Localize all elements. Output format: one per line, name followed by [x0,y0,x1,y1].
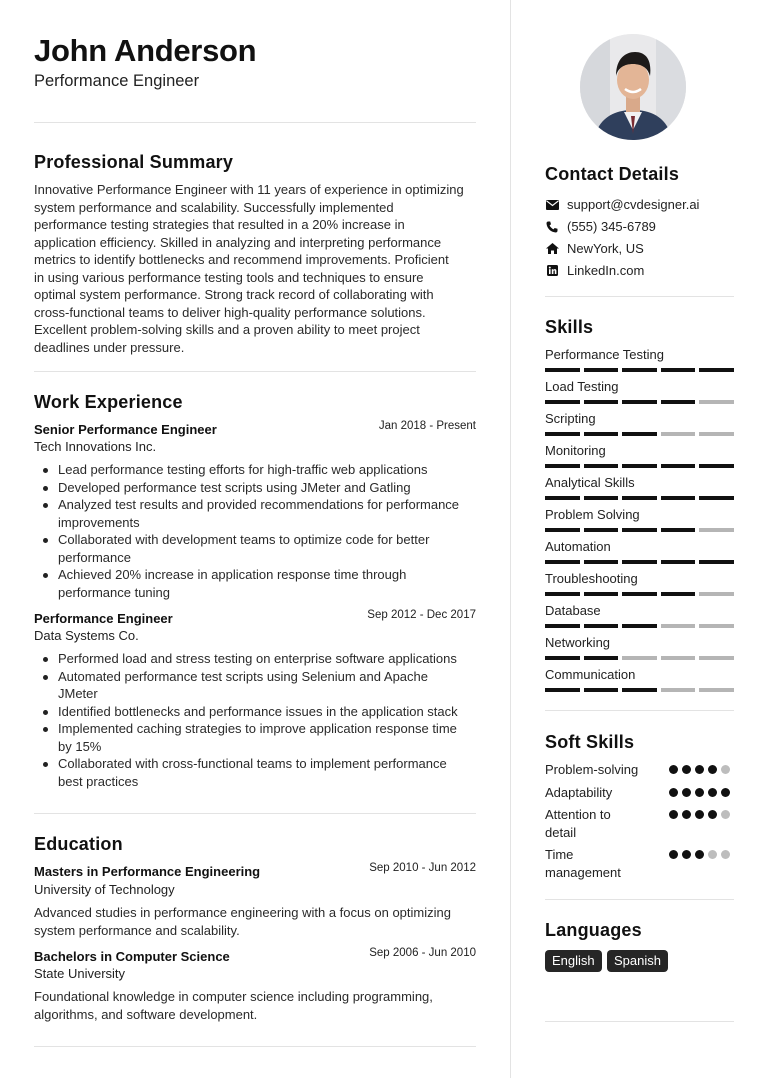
skill-level-bar [545,464,734,468]
column-divider [510,0,511,1078]
job-bullets [34,650,476,790]
skill-level-segment [699,496,734,500]
school-name: State University [34,966,126,981]
rating-dot [695,788,704,797]
language-tag: English [545,950,602,972]
summary-title: Professional Summary [34,152,234,172]
skill-level-segment [661,496,696,500]
skill-level-segment [584,560,619,564]
skill-level-segment [545,656,580,660]
skill-name: Networking [545,635,611,650]
skill-level-segment [699,624,734,628]
list-item: Developed performance test scripts using JMeter and Gatling [34,479,476,497]
job-company: Tech Innovations Inc. [34,439,157,454]
skill-level-segment [622,624,657,628]
job-bullets [34,461,476,601]
soft-skill-rating [669,810,730,819]
skill-level-segment [584,368,619,372]
rating-dot [708,788,717,797]
skill-level-segment [584,432,619,436]
skill-level-bar [545,528,734,532]
list-item: Collaborated with cross-functional teams to implement performance best practices [34,755,476,790]
job-date: Jan 2018 - Present [378,420,476,432]
skill-level-segment [545,400,580,404]
contact-title: Contact Details [545,164,680,184]
rating-dot [682,810,691,819]
person-portrait-icon [580,34,686,140]
list-item: Performed load and stress testing on enterprise software applications [34,650,476,668]
skill-name: Problem Solving [545,507,640,522]
rating-dot [721,850,730,859]
rating-dot [682,765,691,774]
skill-level-segment [584,688,619,692]
header-divider [34,122,476,123]
soft-skill-name: Adaptability [545,785,613,800]
job-date: Sep 2012 - Dec 2017 [367,609,476,621]
linkedin-icon [545,264,559,278]
skill-name: Troubleshooting [545,571,638,586]
education-description: Foundational knowledge in computer science including programming, algorithms, and software development. [34,989,433,1022]
skill-level-segment [545,496,580,500]
experience-title: Work Experience [34,392,183,412]
list-item: Analyzed test results and provided recommendations for performance improvements [34,496,476,531]
skill-name: Monitoring [545,443,606,458]
job-title: Senior Performance Engineer [34,422,217,437]
candidate-role: Performance Engineer [34,72,200,90]
skill-level-bar [545,688,734,692]
rating-dot [721,788,730,797]
soft-skills-title: Soft Skills [545,732,635,752]
education-title: Education [34,834,123,854]
list-item: Lead performance testing efforts for high-traffic web applications [34,461,476,479]
skill-level-bar [545,592,734,596]
skill-level-segment [699,400,734,404]
skill-level-segment [545,528,580,532]
skill-level-segment [584,624,619,628]
skill-level-segment [661,688,696,692]
skill-level-segment [584,656,619,660]
skill-name: Performance Testing [545,347,664,362]
contact-linkedin[interactable]: LinkedIn.com [545,263,644,278]
skill-name: Database [545,603,601,618]
skill-level-segment [661,368,696,372]
job-company: Data Systems Co. [34,628,139,643]
rating-dot [695,810,704,819]
skill-level-bar [545,496,734,500]
rating-dot [695,850,704,859]
skill-name: Load Testing [545,379,619,394]
skill-level-segment [699,656,734,660]
skill-name: Analytical Skills [545,475,635,490]
skill-level-segment [622,368,657,372]
soft-skill-rating [669,765,730,774]
skill-level-segment [584,400,619,404]
summary-divider [34,371,476,372]
skills-divider [545,710,734,711]
skill-level-bar [545,624,734,628]
soft-skill-name: Problem-solving [545,762,639,777]
contact-phone[interactable]: (555) 345-6789 [545,219,656,234]
skill-level-segment [545,688,580,692]
list-item: Automated performance test scripts using Selenium and Apache JMeter [34,668,476,703]
envelope-icon [545,198,559,212]
skill-level-segment [661,464,696,468]
skill-level-bar [545,400,734,404]
skill-level-segment [584,464,619,468]
education-date: Sep 2006 - Jun 2010 [369,947,476,959]
skill-level-segment [661,624,696,628]
skill-level-segment [699,592,734,596]
phone-icon [545,220,559,234]
language-tag: Spanish [607,950,668,972]
skill-level-bar [545,656,734,660]
rating-dot [721,765,730,774]
soft-skill-rating [669,788,730,797]
list-item: Achieved 20% increase in application response time through performance tuning [34,566,476,601]
skill-level-segment [661,528,696,532]
home-icon [545,242,559,256]
skill-level-segment [622,496,657,500]
soft-skill-rating [669,850,730,859]
profile-photo [580,34,686,140]
contact-location: NewYork, US [545,241,644,256]
skill-level-segment [622,400,657,404]
list-item: Collaborated with development teams to optimize code for better performance [34,531,476,566]
skill-level-segment [699,464,734,468]
skill-level-bar [545,560,734,564]
soft-skills-divider [545,899,734,900]
education-date: Sep 2010 - Jun 2012 [369,862,476,874]
education-description: Advanced studies in performance engineering with a focus on optimizing system performance and scalability. [34,905,451,938]
languages-title: Languages [545,920,642,940]
list-item: Identified bottlenecks and performance issues in the application stack [34,703,476,721]
list-item: Implemented caching strategies to improve application response time by 15% [34,720,476,755]
school-name: University of Technology [34,882,175,897]
skill-level-segment [699,688,734,692]
skill-level-segment [699,560,734,564]
skill-level-segment [699,432,734,436]
contact-email[interactable]: support@cvdesigner.ai [545,197,699,212]
rating-dot [669,788,678,797]
rating-dot [708,765,717,774]
degree-title: Masters in Performance Engineering [34,864,261,879]
skill-level-segment [545,464,580,468]
skill-level-segment [622,464,657,468]
skill-level-segment [622,656,657,660]
skill-level-segment [545,368,580,372]
skill-level-segment [545,432,580,436]
skill-level-segment [545,592,580,596]
contact-divider [545,296,734,297]
skill-name: Scripting [545,411,596,426]
skill-name: Communication [545,667,636,682]
rating-dot [669,765,678,774]
skill-level-segment [545,624,580,628]
rating-dot [682,850,691,859]
skill-level-segment [622,528,657,532]
skill-level-segment [584,496,619,500]
skill-level-segment [661,432,696,436]
skill-level-segment [622,432,657,436]
skill-level-segment [661,592,696,596]
skills-title: Skills [545,317,594,337]
candidate-name: John Anderson [34,33,257,68]
skill-level-segment [545,560,580,564]
skill-level-segment [584,592,619,596]
rating-dot [669,810,678,819]
skill-level-segment [622,560,657,564]
summary-text: Innovative Performance Engineer with 11 years of experience in optimizing system performance and scalability. Successfully implemented performance testing strategies that resulted in a 20% increase in application efficiency. Skilled in analyzing and interpreting performance metrics to identify bottlenecks and recommend improvements. Proficient in using various performance testing tools and techniques to ensure optimal system performance. Strong track record of collaborating with cross-functional teams to deliver high-quality performance solutions. Excellent problem-solving skills and a proven ability to meet project deadlines under pressure. [34,182,464,355]
skill-level-segment [661,656,696,660]
skill-name: Automation [545,539,611,554]
soft-skill-name: Attention to detail [545,807,611,840]
rating-dot [708,850,717,859]
education-divider [34,1046,476,1047]
job-title: Performance Engineer [34,611,173,626]
rating-dot [721,810,730,819]
degree-title: Bachelors in Computer Science [34,949,230,964]
skill-level-segment [661,560,696,564]
skill-level-segment [661,400,696,404]
rating-dot [682,788,691,797]
skill-level-bar [545,368,734,372]
skill-level-segment [699,368,734,372]
skill-level-segment [622,688,657,692]
skill-level-segment [584,528,619,532]
skill-level-segment [622,592,657,596]
rating-dot [708,810,717,819]
rating-dot [695,765,704,774]
skill-level-bar [545,432,734,436]
experience-divider [34,813,476,814]
rating-dot [669,850,678,859]
skill-level-segment [699,528,734,532]
soft-skill-name: Time management [545,847,621,880]
languages-divider [545,1021,734,1022]
